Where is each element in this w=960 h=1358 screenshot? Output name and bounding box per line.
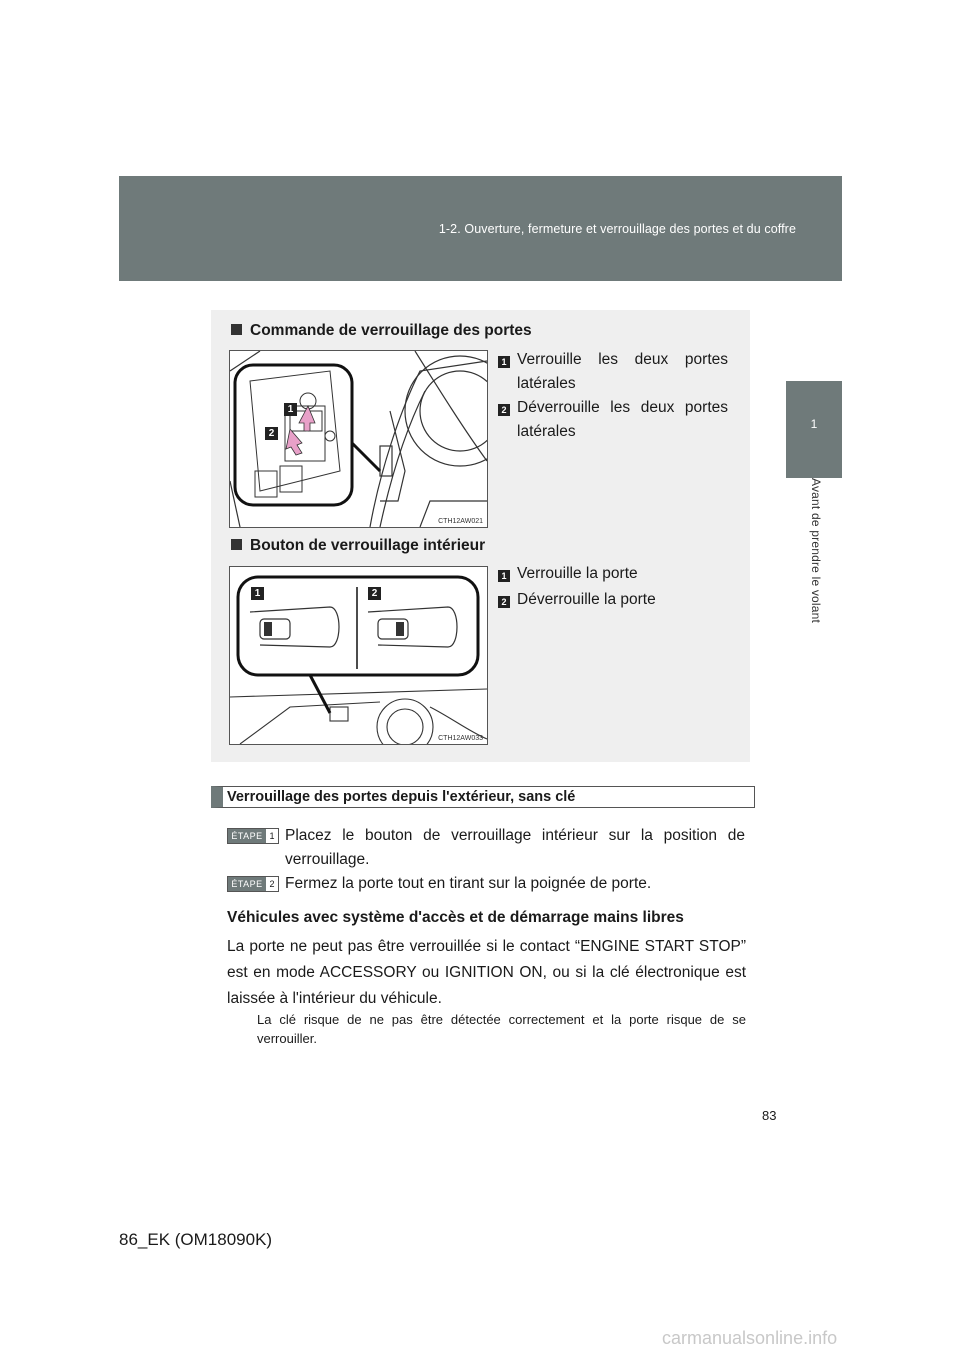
step-label: ÉTAPE: [228, 829, 266, 843]
note: La clé risque de ne pas être détectée correctement et la porte risque de se verrouiller.: [257, 1012, 746, 1046]
section-heading: Verrouillage des portes depuis l'extérieur, sans clé: [211, 786, 755, 808]
document-code: 86_EK (OM18090K): [119, 1230, 273, 1249]
chapter-side-label: Avant de prendre le volant: [809, 478, 823, 624]
interior-lock-button-figure: [229, 566, 488, 745]
step-badge: [227, 828, 279, 844]
step-text: Placez le bouton de verrouillage intérieur sur la position de verrouillage.: [285, 827, 745, 868]
page-number: 83: [762, 1108, 777, 1123]
step-text: Fermez la porte tout en tirant sur la poignée de porte.: [285, 875, 652, 892]
figure-callout: 1: [251, 587, 264, 600]
figure-code: CTH12AW021: [438, 518, 483, 525]
legend-text: Déverrouille les deux portes latérales: [517, 399, 728, 440]
chapter-header: [119, 176, 842, 281]
chapter-title: 1-2. Ouverture, fermeture et verrouillage des portes et du coffre: [438, 222, 796, 236]
legend-marker: 1: [498, 356, 510, 368]
legend-marker: 1: [498, 570, 510, 582]
section-title-text: Bouton de verrouillage intérieur: [250, 537, 486, 554]
step-label: ÉTAPE: [228, 877, 266, 891]
step-number: 1: [266, 829, 278, 843]
section-title-text: Commande de verrouillage des portes: [250, 322, 532, 339]
legend-marker: 2: [498, 596, 510, 608]
legend-text: Déverrouille la porte: [517, 591, 656, 608]
chapter-tab: [786, 381, 842, 478]
paragraph: La porte ne peut pas être verrouillée si le contact “ENGINE START STOP” est en mode ACCESSORY ou IGNITION ON, ou si la clé électronique est laissée à l'intérieur du véhicule.: [227, 938, 746, 1007]
legend-text: Verrouille les deux portes latérales: [517, 351, 728, 392]
legend-text: Verrouille la porte: [517, 565, 638, 582]
figure-code: CTH12AW033: [438, 735, 483, 742]
chapter-tab-number: 1: [810, 417, 818, 431]
figure-callout: 2: [265, 427, 278, 440]
figure-callout: 1: [284, 403, 297, 416]
legend-marker: 2: [498, 404, 510, 416]
step-badge: [227, 876, 279, 892]
section-title-interior-lock-button: [231, 537, 485, 555]
square-bullet-icon: [231, 324, 242, 335]
subheading: Véhicules avec système d'accès et de démarrage mains libres: [227, 909, 684, 926]
interior-door-illustration: [230, 567, 487, 744]
square-bullet-icon: [231, 539, 242, 550]
step-number: 2: [266, 877, 278, 891]
watermark: carmanualsonline.info: [662, 1328, 838, 1348]
door-lock-switch-figure: [229, 350, 488, 528]
section-title-door-lock-switch: [231, 322, 532, 340]
figure-callout: 2: [368, 587, 381, 600]
